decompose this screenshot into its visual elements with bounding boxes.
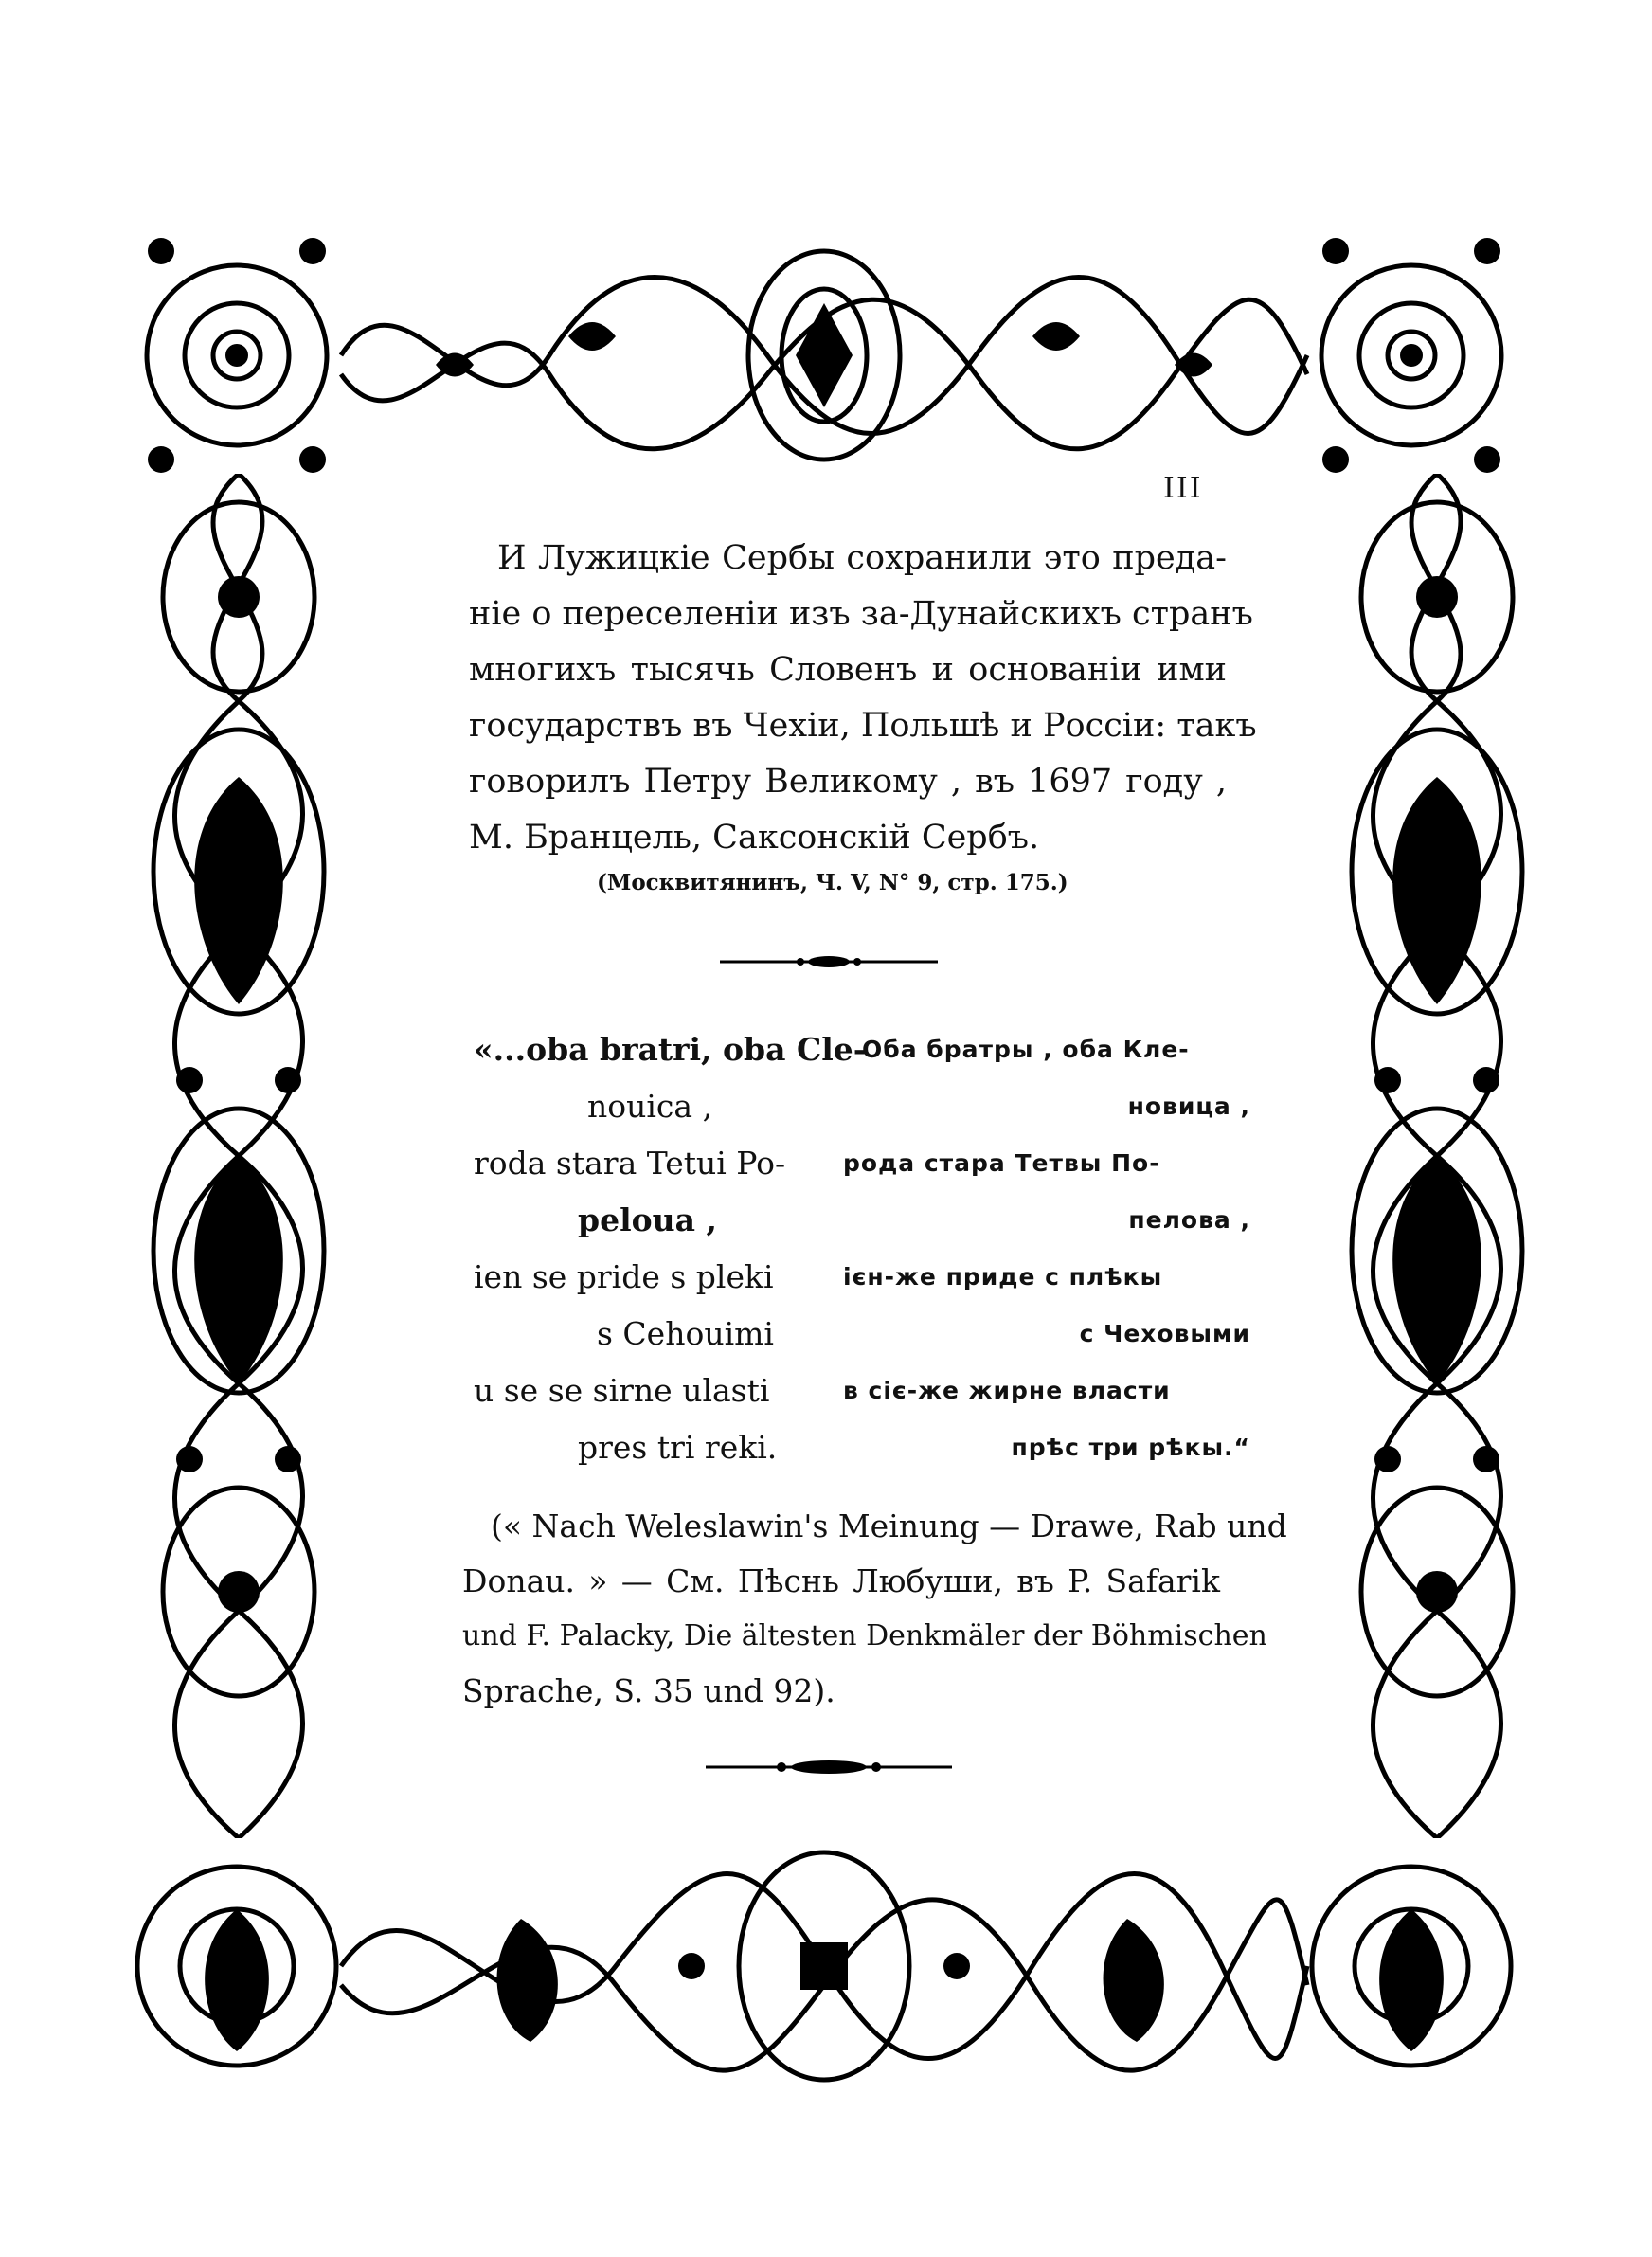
footnote xyxy=(462,1499,1287,1719)
left-ornament-border xyxy=(133,474,346,1838)
poem-row xyxy=(474,1363,1250,1419)
quote-line: многихъ тысячь Словенъ и основаніи ими xyxy=(469,651,1227,689)
bottom-ornament-border xyxy=(123,1805,1525,2127)
top-ornament-border xyxy=(123,213,1525,497)
quote-paragraph xyxy=(469,531,1257,866)
poem-row xyxy=(474,1249,1250,1306)
poem-cyrillic: Оба братры , оба Кле- xyxy=(862,1036,1190,1063)
poem-cyrillic: рода стара Тетвы По- xyxy=(843,1149,1160,1177)
separator-rule xyxy=(706,1758,952,1777)
poem-latin: «...oba bratri, oba Cle- xyxy=(474,1031,867,1068)
poem-cyrillic: пелова , xyxy=(1128,1206,1250,1234)
poem-row xyxy=(474,1021,1250,1078)
poem-latin: ien se pride s pleki xyxy=(474,1258,774,1295)
poem-cyrillic: прѣс три рѣкы.“ xyxy=(1011,1434,1250,1461)
poem-latin: peloua , xyxy=(578,1201,717,1238)
poem-row xyxy=(474,1306,1250,1363)
separator-rule xyxy=(720,952,938,971)
poem-cyrillic: новица , xyxy=(1127,1092,1250,1120)
quote-line: говорилъ Петру Великому , въ 1697 году , xyxy=(469,763,1227,801)
footnote-line: Sprache, S. 35 und 92). xyxy=(462,1672,835,1709)
poem-cyrillic: с Чеховыми xyxy=(1079,1320,1250,1347)
poem-row xyxy=(474,1135,1250,1192)
quote-line: И Лужицкіе Сербы сохранили это преда- xyxy=(497,539,1227,577)
parallel-poem xyxy=(474,1021,1250,1476)
poem-latin: roda stara Tetui Po- xyxy=(474,1145,786,1182)
quote-line: ніе о переселеніи изъ за-Дунайскихъ странъ xyxy=(469,595,1253,633)
poem-cyrillic: в сіє-же жирне власти xyxy=(843,1377,1171,1404)
poem-latin: s Cehouimi xyxy=(597,1315,774,1352)
footnote-line: Donau. » — См. Пѣснь Любуши, въ P. Safarik xyxy=(462,1562,1220,1599)
right-ornament-border xyxy=(1331,474,1544,1838)
poem-row xyxy=(474,1192,1250,1249)
poem-latin: u se se sirne ulasti xyxy=(474,1372,770,1409)
footnote-line: und F. Palacky, Die ältesten Denkmäler der Böhmischen xyxy=(462,1619,1267,1652)
poem-row xyxy=(474,1078,1250,1135)
poem-latin: nouica , xyxy=(587,1088,713,1125)
footnote-line: (« Nach Weleslawin's Meinung — Drawe, Rab und xyxy=(491,1508,1287,1544)
poem-cyrillic: ієн-же приде с плѣкы xyxy=(843,1263,1163,1291)
poem-latin: pres tri reki. xyxy=(578,1429,778,1466)
quote-line: государствъ въ Чехіи, Польшѣ и Россіи: такъ xyxy=(469,707,1257,745)
page-number: III xyxy=(1163,472,1203,505)
citation: (Москвитянинъ, Ч. V, N° 9, стр. 175.) xyxy=(597,870,1068,895)
poem-row xyxy=(474,1419,1250,1476)
quote-line: М. Бранцель, Саксонскій Сербъ. xyxy=(469,819,1040,857)
